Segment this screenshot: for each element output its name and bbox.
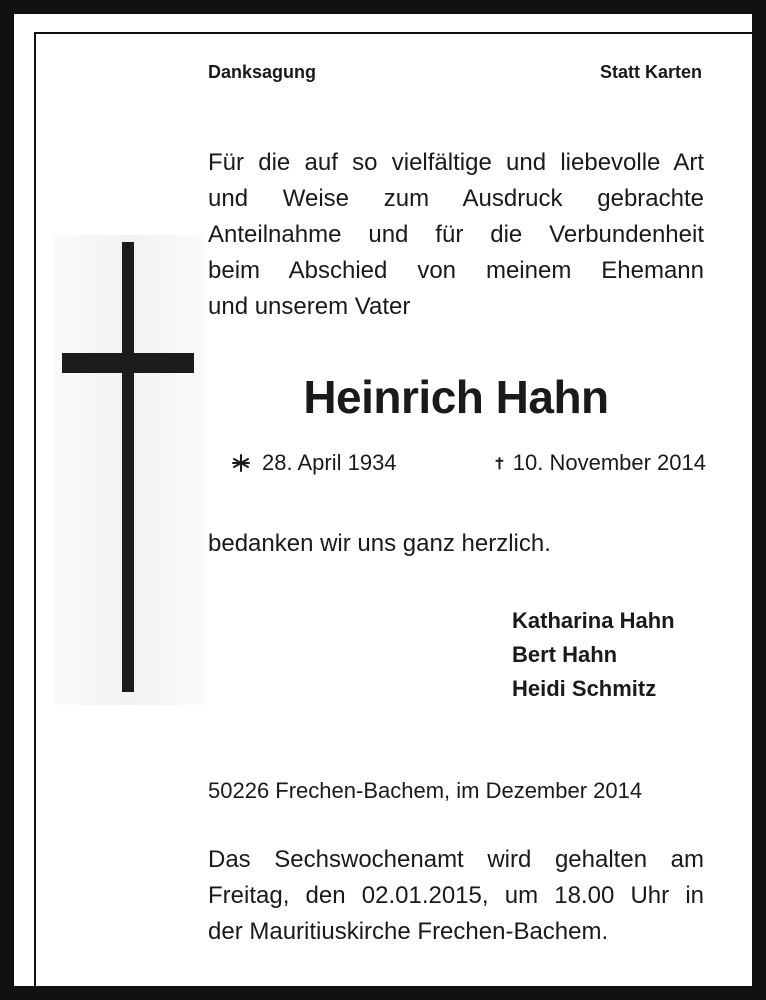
mass-line: Freitag, den 02.01.2015, um 18.00 Uhr in [208, 882, 704, 909]
life-dates [230, 450, 706, 476]
signers-list [512, 604, 675, 706]
death-date [495, 450, 706, 476]
intro-line: beim Abschied von meinem Ehemann [208, 257, 704, 284]
birth-date-text: 28. April 1934 [262, 450, 397, 475]
intro-line: und Weise zum Ausdruck gebrachte [208, 185, 704, 212]
birth-date [230, 450, 397, 476]
header-title: Danksagung [208, 62, 317, 82]
header-note: Statt Karten [599, 62, 702, 82]
death-cross-icon [495, 452, 509, 474]
cross-vertical-beam [122, 242, 134, 692]
signer-name: Heidi Schmitz [512, 676, 657, 701]
intro-line: Anteilnahme und für die Verbundenheit [208, 221, 704, 248]
intro-line: und unserem Vater [208, 293, 411, 320]
mass-line: der Mauritiuskirche Frechen-Bachem. [208, 918, 609, 945]
cross-horizontal-beam [62, 353, 194, 373]
place-date: 50226 Frechen-Bachem, im Dezember 2014 [208, 778, 643, 803]
signer-name: Bert Hahn [512, 642, 618, 667]
deceased-name: Heinrich Hahn [303, 371, 609, 423]
death-date-text: 10. November 2014 [512, 450, 706, 475]
birth-star-icon [230, 452, 252, 474]
thanks-line: bedanken wir uns ganz herzlich. [208, 530, 551, 557]
mass-paragraph [208, 842, 704, 950]
intro-paragraph [208, 145, 704, 325]
intro-line: Für die auf so vielfältige und liebevolle Art [208, 149, 704, 176]
mass-line: Das Sechswochenamt wird gehalten am [208, 846, 704, 873]
signer-name: Katharina Hahn [512, 608, 675, 633]
